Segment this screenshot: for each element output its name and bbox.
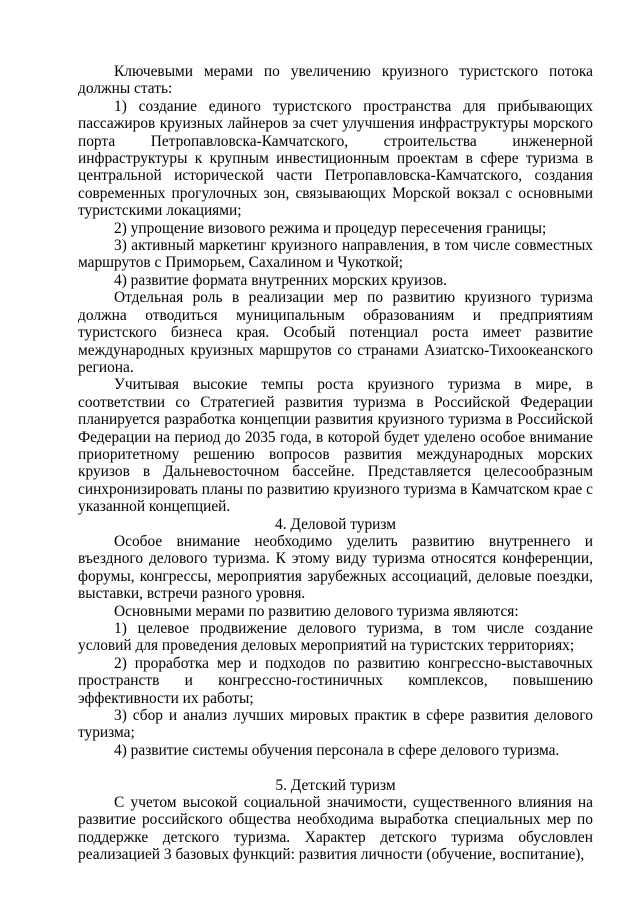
paragraph: Ключевыми мерами по увеличению круизного туристского потока должны стать: [78, 63, 593, 98]
paragraph: Основными мерами по развитию делового туризма являются: [114, 602, 519, 620]
list-item: 1) создание единого туристского пространства для прибывающих пассажиров круизных лайнеров за счет улучшения инфраструктуры морского порта Петропавловска-Камчатского, строительства инженерной инфраструктуры к крупным инвестиционным проектам в сфере туризма в центральной исторической части Петропавловска-Камчатского, создания современных прогулочных зон, связывающих Морской вокзал с основными туристскими локациями; [78, 97, 593, 220]
list-item: 3) активный маркетинг круизного направления, в том числе совместных маршрутов с Приморьем, Сахалином и Чукоткой; [78, 237, 593, 272]
list-item: 2) проработка мер и подходов по развитию конгрессно-выставочных пространств и конгрессно-гостиничных комплексов, повышению эффективности их работы; [78, 654, 593, 707]
list-item: 4) развитие системы обучения персонала в сфере делового туризма. [114, 741, 560, 759]
list-item: 1) целевое продвижение делового туризма, в том числе создание условий для проведения деловых мероприятий на туристских территориях; [78, 620, 593, 655]
section-heading-children-tourism: 5. Детский туризм [275, 776, 396, 794]
paragraph: Особое внимание необходимо уделить развитию внутреннего и въездного делового туризма. К этому виду туризма относятся конференции, форумы, конгрессы, мероприятия зарубежных ассоциаций, деловые поездки, выставки, встречи разного уровня. [78, 532, 593, 603]
paragraph: Учитывая высокие темпы роста круизного туризма в мире, в соответствии со Стратегией развития туризма в Российской Федерации планируется разработка концепции развития круизного туризма в Российской Федерации на период до 2035 года, в которой будет уделено особое внимание приоритетному решению вопросов развития международных морских круизов в Дальневосточном бассейне. Представляется целесообразным синхронизировать планы по развитию круизного туризма в Камчатском крае с указанной концепцией. [78, 376, 593, 516]
list-item: 4) развитие формата внутренних морских круизов. [114, 271, 448, 289]
list-item: 3) сбор и анализ лучших мировых практик в сфере развития делового туризма; [78, 707, 593, 742]
section-heading-business-tourism: 4. Деловой туризм [275, 515, 396, 533]
paragraph: С учетом высокой социальной значимости, существенного влияния на развитие российского общества необходима выработка специальных мер по поддержке детского туризма. Характер детского туризма обусловлен реализацией 3 базовых функций: развития личности (обучение, воспитание), [78, 794, 593, 864]
paragraph: Отдельная роль в реализации мер по развитию круизного туризма должна отводиться муниципальным образованиям и предприятиям туристского бизнеса края. Особый потенциал роста имеет развитие международных круизных маршрутов со странами Азиатско-Тихоокеанского региона. [78, 289, 593, 376]
list-item: 2) упрощение визового режима и процедур пересечения границы; [114, 219, 547, 237]
section-spacer [78, 759, 593, 776]
